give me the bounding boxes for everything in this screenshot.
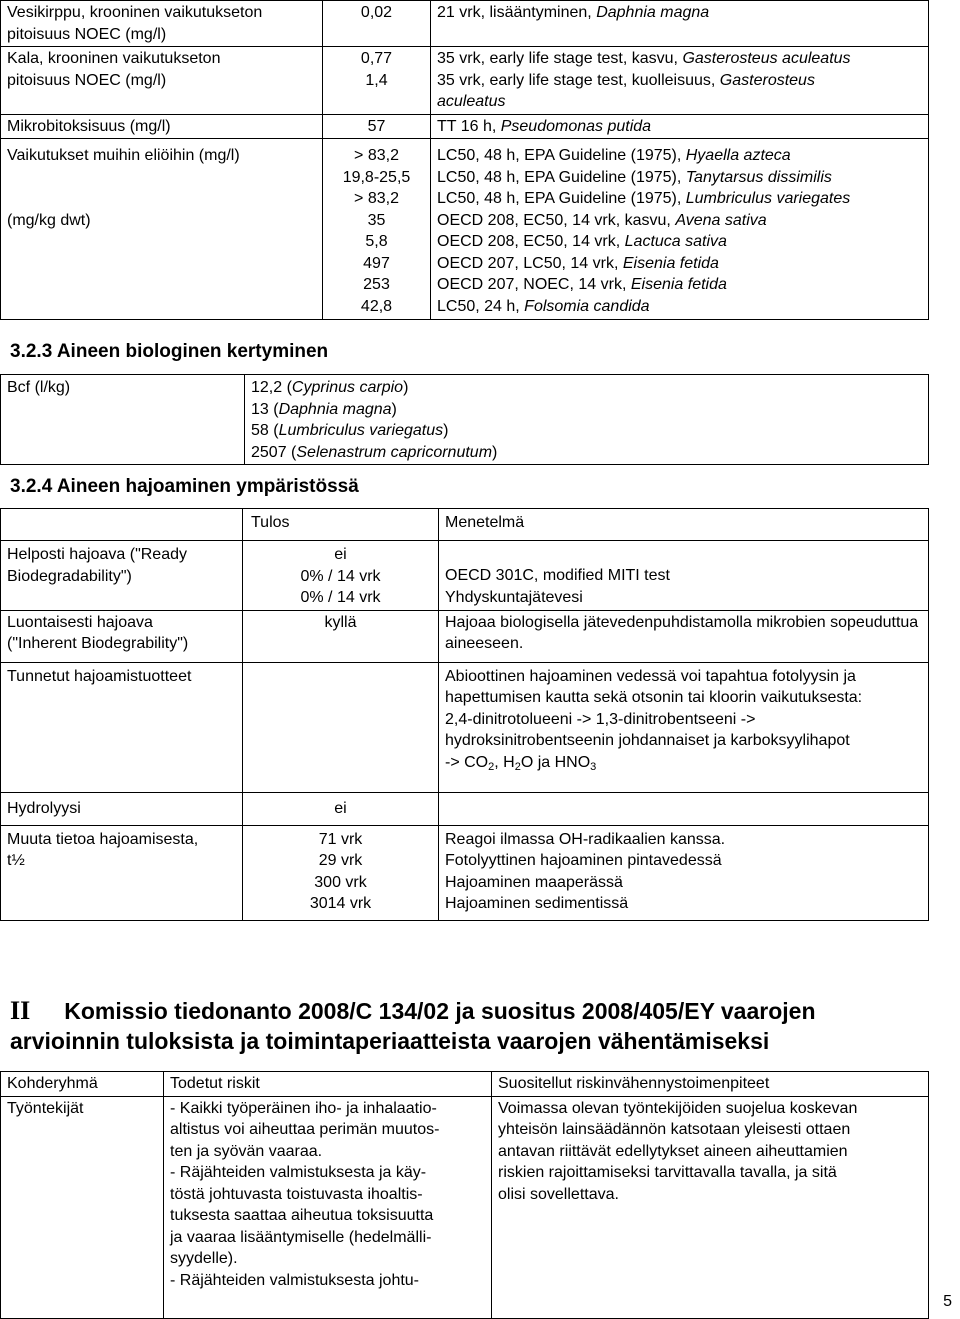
eco-method-line-part: 35 vrk, early life stage test, kasvu, [437,50,683,67]
halflife-methods [439,825,929,920]
halflife-value-line: 71 vrk [318,830,363,848]
eco-method-line-part: Avena sativa [675,211,767,229]
eco-method-line-part: Folsomia candida [524,297,650,315]
eco-method-line-part: Lumbriculus variegates [685,190,851,207]
section-heading-bioaccumulation: 3.2.3 Aineen biologinen kertyminen [10,341,329,362]
eco-value-line: 42,8 [360,297,393,315]
eco-value [323,47,431,115]
formula-part: 3 [590,760,597,773]
eco-method-line-part: Gasterosteus aculeatus [682,50,851,67]
eco-label-line: Vaikutukset muihin eliöihin (mg/l) [7,147,240,164]
products-method [439,662,929,792]
eco-value [323,1,431,47]
halflife-method-line: Fotolyyttinen hajoaminen pintavedessä [445,852,722,869]
formula-part: -> CO [445,753,489,771]
eco-method-line-part: LC50, 48 h, EPA Guideline (1975), [437,190,686,207]
risk-line: ten ja syövän vaaraa. [170,1142,323,1160]
formula-part: 2 [488,760,495,773]
bcf-label: Bcf (l/kg) [1,375,245,465]
eco-method-line-part: OECD 207, NOEC, 14 vrk, [437,276,631,293]
eco-label [1,47,323,115]
eco-label-line: Vesikirppu, krooninen vaikutukseton [7,4,263,21]
eco-label [1,1,323,47]
halflife-label [1,825,243,920]
eco-method-line-part: 21 vrk, lisääntyminen, [437,4,597,21]
risk-line: - Räjähteiden valmistuksesta johtu- [170,1271,420,1289]
eco-method-line [437,210,922,232]
bcf-line-part: Lumbriculus variegatus [278,422,444,439]
eco-method-line [437,231,922,253]
risk-header-risks: Todetut riskit [164,1072,492,1097]
eco-method-line-part: Daphnia magna [596,4,710,21]
bcf-line [251,377,922,399]
eco-value-line: 0,02 [360,4,393,21]
eco-value [323,139,431,320]
bcf-line-part: Cyprinus carpio [291,379,404,396]
formula-part: , H [494,753,515,771]
eco-label-line: (mg/kg dwt) [7,211,91,229]
title-line-1: Komissio tiedonanto 2008/C 134/02 ja suositus 2008/405/EY vaarojen [64,998,816,1024]
eco-row [1,1,929,47]
degradation-table [0,508,929,921]
roman-numeral: II [10,996,31,1025]
bcf-line-part: ) [403,379,409,396]
measure-line: olisi sovellettava. [498,1185,619,1203]
eco-method-line-part: OECD 208, EC50, 14 vrk, [437,233,625,250]
products-method-text: Abioottinen hajoaminen vedessä voi tapahtua fotolyysin ja hapettumisen kautta sekä otsonin tai kloorin vaikutuksesta: [445,667,863,706]
risk-measures [492,1096,929,1318]
eco-method-line-part: Eisenia fetida [630,276,727,293]
eco-method [431,1,929,47]
ecotoxicity-table [0,0,929,320]
eco-method-line [437,145,922,167]
halflife-values [243,825,439,920]
inherent-label [1,610,243,662]
eco-value-line: 1,4 [365,71,388,89]
eco-method-line-part: aculeatus [437,93,506,110]
ready-value-line: 0% / 14 vrk [300,567,381,585]
page-number: 5 [943,1292,952,1310]
eco-method [431,47,929,115]
eco-label-line: Mikrobitoksisuus (mg/l) [7,117,171,135]
halflife-label-line: Muuta tietoa hajoamisesta, [7,830,199,848]
measure-line: antavan riittävät edellytykset aineen aiheuttamien [498,1142,848,1160]
degradation-formula [445,752,922,779]
halflife-method-line: Reagoi ilmassa OH-radikaalien kanssa. [445,830,726,848]
bcf-line-part: 58 ( [251,422,279,439]
eco-value-line: 253 [363,276,390,293]
hydrolysis-label: Hydrolyysi [1,792,243,825]
ready-values [243,541,439,611]
inherent-value: kyllä [243,610,439,662]
bcf-line-part: ) [492,443,498,461]
halflife-label-line: t½ [7,852,25,869]
eco-method-line-part: Lactuca sativa [624,233,727,250]
eco-method-line-part: LC50, 48 h, EPA Guideline (1975), [437,168,686,186]
bcf-line [251,442,922,464]
eco-method-line-part: OECD 207, LC50, 14 vrk, [437,254,623,272]
measure-line: Voimassa olevan työntekijöiden suojelua koskevan [498,1099,858,1117]
risk-line: syydelle). [170,1250,238,1267]
risk-table [0,1071,929,1319]
header-result: Tulos [243,509,439,541]
bcf-line-part: 12,2 ( [251,379,292,396]
halflife-value-line: 300 vrk [314,873,367,891]
eco-method-line-part: Gasterosteus [719,71,815,89]
bcf-line [251,420,922,442]
products-label: Tunnetut hajoamistuotteet [1,662,243,792]
measure-line: yhteisön lainsäädännön katsotaan yleisesti ottaen [498,1121,851,1138]
bcf-line-part: ) [443,422,449,439]
eco-value-line: 5,8 [365,233,388,250]
eco-label-line: pitoisuus NOEC (mg/l) [7,71,167,89]
ready-label [1,541,243,611]
bcf-line-part: Daphnia magna [278,400,392,418]
eco-label [1,114,323,139]
formula-part: 2 [514,760,521,773]
bcf-line-part: Selenastrum capricornutum [296,443,493,461]
eco-method-line [437,70,922,92]
bcf-line [251,399,922,421]
eco-method-line-part: LC50, 24 h, [437,297,525,315]
eco-label-line [7,188,316,210]
eco-label-line: Kala, krooninen vaikutukseton [7,50,221,67]
eco-row [1,47,929,115]
eco-method-line [437,274,922,296]
ready-methods [439,541,929,611]
eco-method-line-part: TT 16 h, [437,117,501,135]
section-heading-degradation: 3.2.4 Aineen hajoaminen ympäristössä [10,476,359,497]
ready-value-line: 0% / 14 vrk [300,589,381,606]
eco-method-line [437,167,922,189]
eco-row [1,114,929,139]
risk-list [164,1096,492,1318]
eco-method-line [437,48,922,70]
inherent-method: Hajoaa biologisella jätevedenpuhdistamolla mikrobien sopeuduttua aineeseen. [439,610,929,662]
halflife-value-line: 3014 vrk [309,895,372,912]
eco-value-line: > 83,2 [354,190,399,207]
eco-method-line [437,188,922,210]
eco-method-line-part: Pseudomonas putida [500,117,652,135]
eco-method [431,114,929,139]
eco-method-line [437,116,922,138]
section-title [10,996,960,1056]
eco-method-line-part: LC50, 48 h, EPA Guideline (1975), [437,147,686,164]
bcf-values [245,375,929,465]
risk-line: tuksesta saattaa aiheutua toksisuutta [170,1207,434,1224]
eco-method-line [437,296,922,318]
eco-label-line: pitoisuus NOEC (mg/l) [7,25,167,43]
eco-value-line: 0,77 [360,50,393,67]
eco-value [323,114,431,139]
risk-line: - Räjähteiden valmistuksesta ja käy- [170,1164,427,1181]
risk-line: töstä johtuvasta toistuvasta ihoaltis- [170,1185,423,1203]
risk-header-group: Kohderyhmä [1,1072,164,1097]
formula-part: O ja HNO [520,753,591,771]
halflife-value-line: 29 vrk [318,852,363,869]
header-method: Menetelmä [439,509,929,541]
title-line-2: arvioinnin tuloksista ja toimintaperiaatteista vaarojen vähentämiseksi [10,1028,770,1054]
eco-method-line-part: OECD 208, EC50, 14 vrk, kasvu, [437,211,676,229]
bcf-line-part: ) [391,400,397,418]
eco-row [1,139,929,320]
risk-line: altistus voi aiheuttaa perimän muutos- [170,1121,440,1138]
bcf-line-part: 2507 ( [251,443,297,461]
ready-value-line: ei [334,546,347,563]
eco-value-line: > 83,2 [354,147,399,164]
bcf-table [0,374,929,465]
halflife-method-line: Hajoaminen sedimentissä [445,895,629,912]
inherent-label-line: Luontaisesti hajoava [7,613,153,631]
products-method-text: 2,4-dinitrotolueeni -> 1,3-dinitrobentseeni -> hydroksinitrobentseenin johdannaiset ja karboksyylihapot [445,710,850,749]
ready-label-line: Helposti hajoava ("Ready [7,546,187,563]
eco-value-line: 35 [367,211,386,229]
bcf-line-part: 13 ( [251,400,279,418]
eco-value-line: 57 [367,117,386,135]
eco-method-line-part: Tanytarsus dissimilis [685,168,832,186]
eco-value-line: 19,8-25,5 [342,168,411,186]
inherent-label-line: ("Inherent Biodegrability") [7,635,189,652]
eco-method-line-part: 35 vrk, early life stage test, kuolleisuus, [437,71,720,89]
hydrolysis-value: ei [243,792,439,825]
eco-value-line: 497 [363,254,390,272]
eco-label-line [7,167,316,189]
risk-line: - Kaikki työperäinen iho- ja inhalaatio- [170,1099,437,1117]
eco-method-line-part: Hyaella azteca [685,147,791,164]
risk-group: Työntekijät [1,1096,164,1318]
risk-header-measures: Suositellut riskinvähennystoimenpiteet [492,1072,929,1097]
ready-label-line: Biodegradability") [7,567,132,585]
ready-method-line: OECD 301C, modified MITI test [445,567,670,584]
eco-method-line [437,91,922,113]
eco-method-line [437,2,922,24]
eco-method-line [437,253,922,275]
risk-line: ja vaaraa lisääntymiselle (hedelmälli- [170,1228,432,1246]
measure-line: riskien rajoittamiseksi tarvittavalla tavalla, ja sitä [498,1164,837,1181]
eco-method [431,139,929,320]
eco-method-line-part: Eisenia fetida [622,254,719,272]
eco-label [1,139,323,320]
ready-method-line: Yhdyskuntajätevesi [445,588,583,606]
halflife-method-line: Hajoaminen maaperässä [445,873,623,891]
